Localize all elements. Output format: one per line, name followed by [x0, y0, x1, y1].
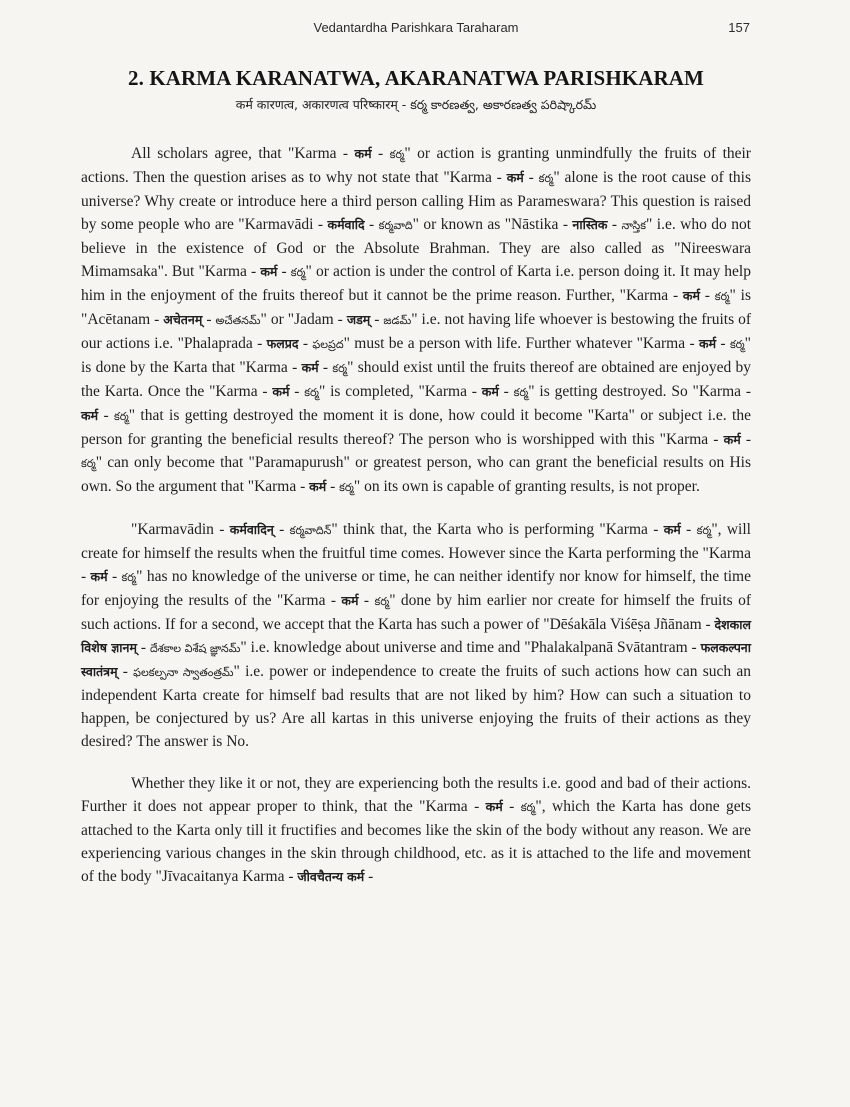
page-number: 157: [728, 20, 750, 35]
running-header: [82, 20, 750, 40]
running-title: Vedantardha Parishkara Taraharam: [313, 20, 519, 35]
chapter-title: 2. KARMA KARANATWA, AKARANATWA PARISHKARAM: [128, 66, 704, 90]
paragraph-1: All scholars agree, that "Karma - कर्म - కర్మ" or action is granting unmindfully the fruits of their actions. Then the question arises as to why not state that "Karma - कर्म - కర్మ" alone is the root cause of this universe? Why create or introduce here a third person calling Him as Parameswara? This question is raised by some people who are "Karmavādi - कर्मवादि - కర్మవాది" or known as "Nāstika - नास्तिक - నాస్తిక" i.e. who do not believe in the existence of God or the Absolute Brahman. They are also called as "Nireeswara Mimamsaka". But "Karma - कर्म - కర్మ" or action is under the control of Karta i.e. person doing it. It may help him in the enjoyment of the fruits thereof but it cannot be the prime reason. Further, "Karma - कर्म - కర్మ" is "Acētanam - अचेतनम् - అచేతనమ్" or "Jadam - जडम् - జడమ్" i.e. not having life whoever is bestowing the fruits of our actions i.e. "Phalaprada - फलप्रद - ఫలప్రద" must be a person with life. Further whatever "Karma - कर्म - కర్మ" is done by the Karta that "Karma - कर्म - కర్మ" should exist until the fruits thereof are obtained are enjoyed by the Karta. Once the "Karma - कर्म - కర్మ" is completed, "Karma - कर्म - కర్మ" is getting destroyed. So "Karma - कर्म - కర్మ" that is getting destroyed the moment it is done, how could it become "Karta" or subject i.e. the person for granting the beneficial results thereof? The person who is worshipped with this "Karma - कर्म - కర్మ" can only become that "Paramapurush" or greatest person, who can grant the beneficial results on His own. So the argument that "Karma - कर्म - కర్మ" on its own is capable of granting results, is not proper.: [81, 145, 752, 495]
paragraph-2: "Karmavādin - कर्मवादिन् - కర్మవాదిన్" think that, the Karta who is performing "Karma - कर्म - కర్మ", will create for himself the results when the fruitful time comes. However since the Karta performing the "Karma - कर्म - కర్మ" has no knowledge of the universe or time, he can neither identify nor know for himself, the time for enjoying the results of the "Karma - कर्म - కర్మ" done by him earlier nor create for himself the fruits of such actions. If for a second, we accept that the Karta has such a power of "Dēśakāla Viśēṣa Jñānam - देशकाल विशेष ज्ञानम् - దేశకాల విశేష జ్ఞానమ్" i.e. knowledge about universe and time and "Phalakalpanā Svātantram - फलकल्पना स्वातंत्रम् - ఫలకల్పనా స్వాతంత్రమ్" i.e. power or independence to create the fruits of such actions how can such an independent Karta create for himself bad results that are not liked by him? How can such a situation to happen, be conjectured by us? Are all kartas in this universe enjoying the fruits of their actions as they desired? The answer is No.: [81, 521, 751, 750]
body-text: [81, 142, 751, 905]
chapter-subtitle: कर्म कारणत्व, अकारणत्व परिष्कारम् - కర్మ కారణత్వ, అకారణత్వ పరిష్కారమ్: [235, 97, 597, 112]
paragraph-3: Whether they like it or not, they are experiencing both the results i.e. good and bad of their actions. Further it does not appear proper to think, that the "Karma - कर्म - కర్మ", which the Karta has done gets attached to the Karta only till it fructifies and becomes like the skin of the body without any reason. We are experiencing various changes in the skin through childhood, etc. as it is attached to the life and movement of the body "Jīvacaitanya Karma - जीवचैतन्य कर्म -: [81, 775, 751, 885]
